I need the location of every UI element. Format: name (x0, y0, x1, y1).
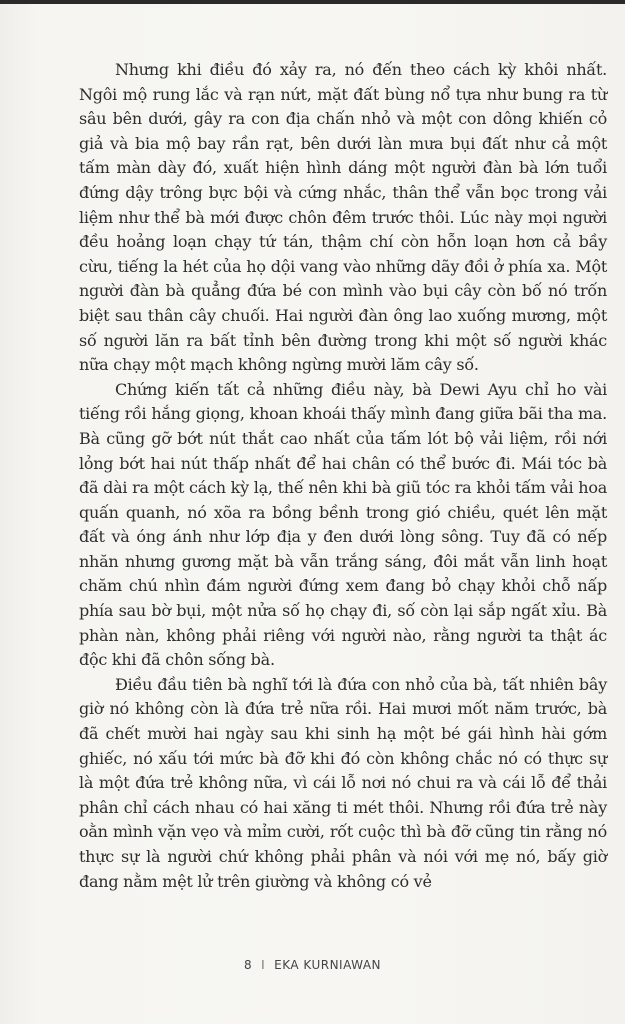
paragraph-3: Điều đầu tiên bà nghĩ tới là đứa con nhỏ của bà, tất nhiên bây giờ nó không còn là đứa trẻ nữa rồi. Hai mươi mốt năm trước, bà đã chết mười hai ngày sau khi sinh hạ một bé gái hình hài gớm ghiếc, nó xấu tới mức bà đỡ khi đó còn không chắc nó có thực sự là một đứa trẻ không nữa, vì cái lỗ nơi nó chui ra và cái lỗ để thải phân chỉ cách nhau có hai xăng ti mét thôi. Nhưng rồi đứa trẻ này oằn mình vặn vẹo và mỉm cười, rốt cuộc thì bà đỡ cũng tin rằng nó thực sự là người chứ không phải phân và nói với mẹ nó, bấy giờ đang nằm mệt lử trên giường và không có vẻ (79, 674, 607, 891)
paragraph-2: Chứng kiến tất cả những điều này, bà Dewi Ayu chỉ ho vài tiếng rồi hắng giọng, khoan khoái thấy mình đang giữa bãi tha ma. Bà cũng gỡ bớt nút thắt cao nhất của tấm lót bộ vải liệm, rồi nới lỏng bớt hai nút thấp nhất để hai chân có thể bước đi. Mái tóc bà đã dài ra một cách kỳ lạ, thế nên khi bà giũ tóc ra khỏi tấm vải hoa quấn quanh, nó xõa ra bồng bềnh trong gió chiều, quét lên mặt đất và óng ánh như lớp địa y đen dưới lòng sông. Tuy đã có nếp nhăn nhưng gương mặt bà vẫn trắng sáng, đôi mắt vẫn linh hoạt chăm chú nhìn đám người đứng xem đang bỏ chạy khỏi chỗ nấp phía sau bờ bụi, một nửa số họ chạy đi, số còn lại sắp ngất xỉu. Bà phàn nàn, không phải riêng với người nào, rằng người ta thật ác độc khi đã chôn sống bà. (79, 379, 607, 670)
footer-author: EKA KURNIAWAN (274, 958, 382, 972)
paragraph-1: Nhưng khi điều đó xảy ra, nó đến theo cách kỳ khôi nhất. Ngôi mộ rung lắc và rạn nứt, mặt đất bùng nổ tựa như bung ra từ sâu bên dưới, gây ra con địa chấn nhỏ và một con dông khiến cỏ giả và bia mộ bay rần rạt, bên dưới làn mưa bụi đất như cả một tấm màn dày đó, xuất hiện hình dáng một người đàn bà lớn tuổi đứng dậy trông bực bội và cứng nhắc, thân thể vẫn bọc trong vải liệm như thể bà mới được chôn đêm trước thôi. Lúc này mọi người đều hoảng loạn chạy tứ tán, thậm chí còn hỗn loạn hơn cả bầy cừu, tiếng la hét của họ dội vang vào những dãy đồi ở phía xa. Một người đàn bà quẳng đứa bé con mình vào bụi cây còn bố nó trốn biệt sau thân cây chuối. Hai người đàn ông lao xuống mương, một số người lăn ra bất tỉnh bên đường trong khi một số người khác nữa chạy một mạch không ngừng mười lăm cây số. (79, 60, 607, 375)
page-footer (0, 958, 625, 972)
page-top-edge (0, 0, 625, 4)
page-number: 8 (243, 958, 253, 972)
body-text (79, 58, 607, 894)
footer-separator: I (261, 958, 266, 972)
